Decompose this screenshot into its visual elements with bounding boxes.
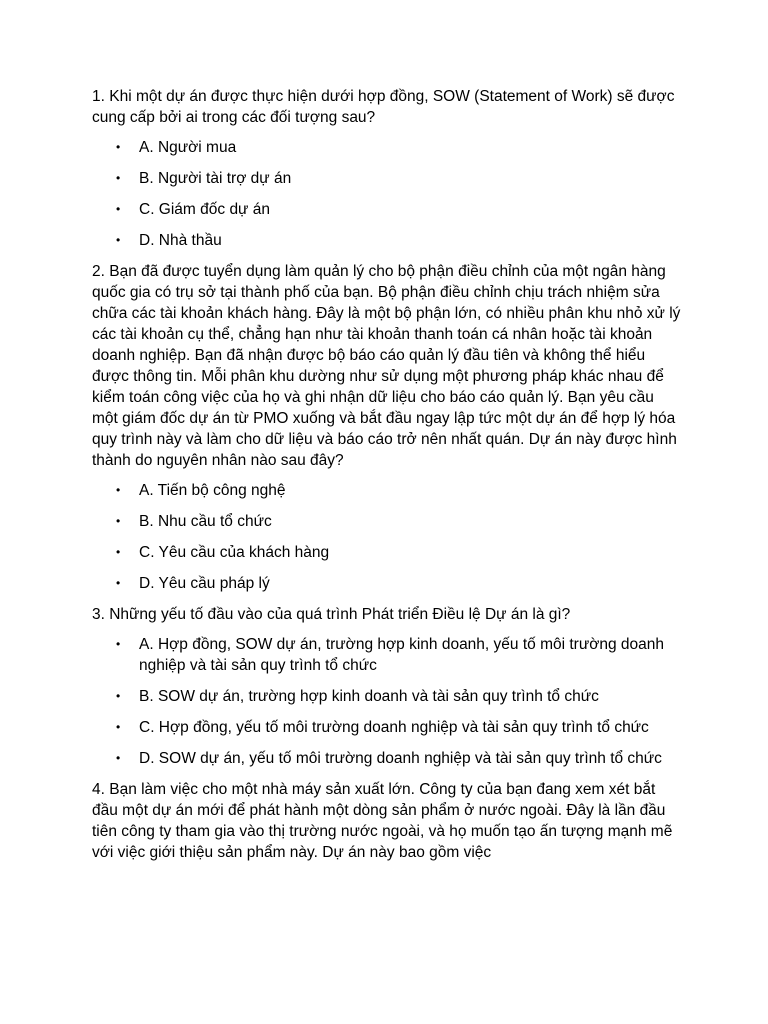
option-text: D. Yêu cầu pháp lý: [139, 575, 270, 592]
question-1-text: 1. Khi một dự án được thực hiện dưới hợp đồng, SOW (Statement of Work) sẽ được cung cấp bởi ai trong các đối tượng sau?: [92, 88, 675, 126]
bullet-icon: •: [116, 171, 121, 185]
document-page: [92, 86, 682, 872]
bullet-icon: •: [116, 751, 121, 765]
bullet-icon: •: [116, 202, 121, 216]
option-3c: [92, 717, 682, 738]
option-1c: [92, 199, 682, 220]
bullet-icon: •: [116, 689, 121, 703]
option-1a: [92, 137, 682, 158]
option-1b: [92, 168, 682, 189]
bullet-icon: •: [116, 720, 121, 734]
bullet-icon: •: [116, 483, 121, 497]
option-text: A. Hợp đồng, SOW dự án, trường hợp kinh doanh, yếu tố môi trường doanh nghiệp và tài sản quy trình tổ chức: [139, 636, 665, 674]
option-text: B. SOW dự án, trường hợp kinh doanh và tài sản quy trình tổ chức: [139, 688, 599, 705]
bullet-icon: •: [116, 233, 121, 247]
question-2-text: 2. Bạn đã được tuyển dụng làm quản lý cho bộ phận điều chỉnh của một ngân hàng quốc gia có trụ sở tại thành phố của bạn. Bộ phận điều chỉnh chịu trách nhiệm sửa chữa các tài khoản khách hàng. Đây là một bộ phận lớn, có nhiều phân khu nhỏ xử lý các tài khoản cụ thể, chẳng hạn như tài khoản thanh toán cá nhân hoặc tài khoản doanh nghiệp. Bạn đã nhận được bộ báo cáo quản lý đầu tiên và không thể hiểu được thông tin. Mỗi phân khu dường như sử dụng một phương pháp khác nhau để kiểm toán công việc của họ và ghi nhận dữ liệu cho báo cáo quản lý. Bạn yêu cầu một giám đốc dự án từ PMO xuống và bắt đầu ngay lập tức một dự án để hợp lý hóa quy trình này và làm cho dữ liệu và báo cáo trở nên nhất quán. Dự án này được hình thành do nguyên nhân nào sau đây?: [92, 263, 681, 469]
option-2a: [92, 480, 682, 501]
option-2c: [92, 542, 682, 563]
option-text: D. SOW dự án, yếu tố môi trường doanh nghiệp và tài sản quy trình tổ chức: [139, 750, 662, 767]
option-text: C. Giám đốc dự án: [139, 201, 270, 218]
bullet-icon: •: [116, 514, 121, 528]
question-4-text: 4. Bạn làm việc cho một nhà máy sản xuất lớn. Công ty của bạn đang xem xét bắt đầu một dự án mới để phát hành một dòng sản phẩm ở nước ngoài. Đây là lần đầu tiên công ty tham gia vào thị trường nước ngoài, và họ muốn tạo ấn tượng mạnh mẽ với việc giới thiệu sản phẩm này. Dự án này bao gồm việc: [92, 781, 673, 861]
option-3b: [92, 686, 682, 707]
question-1-options: [92, 137, 682, 251]
option-2d: [92, 573, 682, 594]
question-2-options: [92, 480, 682, 594]
bullet-icon: •: [116, 637, 121, 651]
bullet-icon: •: [116, 140, 121, 154]
option-text: D. Nhà thầu: [139, 232, 222, 249]
question-3-text: 3. Những yếu tố đầu vào của quá trình Phát triển Điều lệ Dự án là gì?: [92, 606, 571, 623]
option-3a: [92, 634, 682, 676]
bullet-icon: •: [116, 576, 121, 590]
option-text: A. Người mua: [139, 139, 237, 156]
option-text: C. Yêu cầu của khách hàng: [139, 544, 330, 561]
option-text: B. Nhu cầu tổ chức: [139, 513, 272, 530]
option-3d: [92, 748, 682, 769]
option-2b: [92, 511, 682, 532]
option-text: B. Người tài trợ dự án: [139, 170, 292, 187]
option-text: A. Tiến bộ công nghệ: [139, 482, 286, 499]
question-3-options: [92, 634, 682, 769]
option-1d: [92, 230, 682, 251]
option-text: C. Hợp đồng, yếu tố môi trường doanh nghiệp và tài sản quy trình tổ chức: [139, 719, 649, 736]
bullet-icon: •: [116, 545, 121, 559]
